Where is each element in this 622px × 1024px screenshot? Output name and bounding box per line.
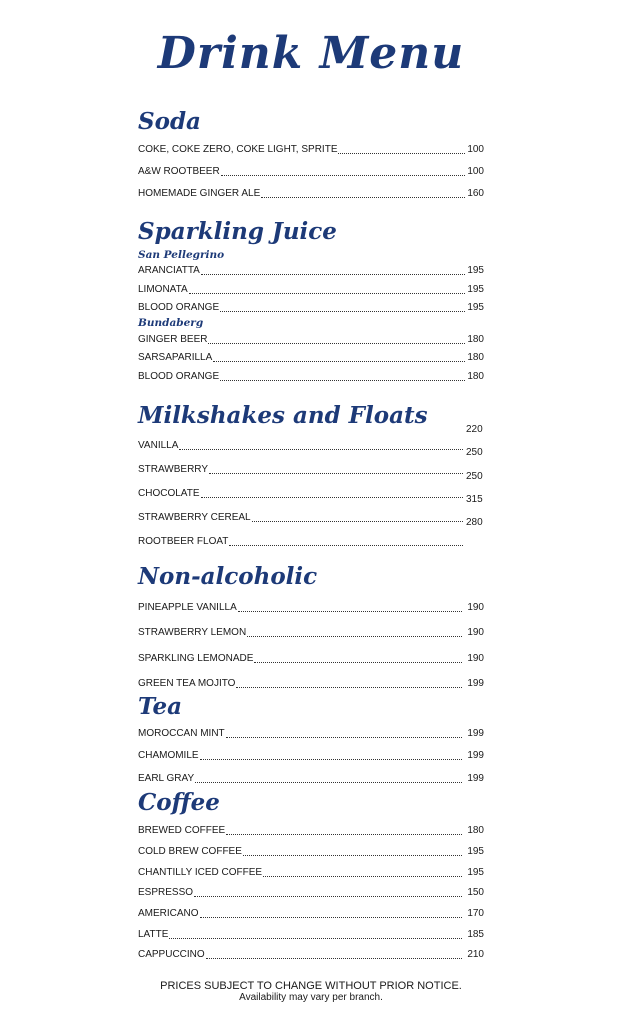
item-price: 180 bbox=[467, 825, 484, 836]
leader-dots bbox=[194, 885, 462, 897]
item-name: EARL GRAY bbox=[138, 773, 195, 784]
item-name: BREWED COFFEE bbox=[138, 825, 226, 836]
item-price: 195 bbox=[467, 867, 484, 878]
price-disclaimer: PRICES SUBJECT TO CHANGE WITHOUT PRIOR NOTICE. bbox=[160, 980, 462, 992]
leader-dots bbox=[201, 486, 464, 498]
leader-dots bbox=[338, 142, 465, 154]
item-price: 190 bbox=[467, 627, 484, 638]
leader-dots bbox=[220, 300, 465, 312]
item-price: 100 bbox=[467, 144, 484, 155]
brand-title-bundaberg: Bundaberg bbox=[138, 317, 204, 329]
item-name: COLD BREW COFFEE bbox=[138, 846, 242, 857]
item-name: SPARKLING LEMONADE bbox=[138, 653, 254, 664]
leader-dots bbox=[201, 263, 465, 275]
item-price: 190 bbox=[467, 653, 484, 664]
item-price: 160 bbox=[467, 188, 484, 199]
item-name: GINGER BEER bbox=[138, 334, 208, 345]
availability-note: Availability may vary per branch. bbox=[239, 992, 383, 1003]
item-price: 315 bbox=[466, 494, 483, 505]
item-name: ESPRESSO bbox=[138, 887, 194, 898]
leader-dots bbox=[213, 350, 465, 362]
section-title-non-alcoholic: Non-alcoholic bbox=[138, 563, 318, 590]
menu-item bbox=[138, 369, 484, 383]
menu-item bbox=[138, 438, 464, 452]
leader-dots bbox=[238, 600, 463, 612]
menu-item bbox=[138, 282, 484, 296]
item-price: 195 bbox=[467, 846, 484, 857]
leader-dots bbox=[254, 651, 462, 663]
leader-dots bbox=[169, 927, 462, 939]
item-price: 220 bbox=[466, 424, 483, 435]
item-price: 199 bbox=[467, 750, 484, 761]
menu-item bbox=[138, 676, 484, 690]
item-price: 180 bbox=[467, 334, 484, 345]
item-name: AMERICANO bbox=[138, 908, 199, 919]
menu-item bbox=[138, 510, 464, 524]
menu-item bbox=[138, 142, 484, 156]
leader-dots bbox=[263, 865, 462, 877]
item-price: 180 bbox=[467, 371, 484, 382]
item-name: SARSAPARILLA bbox=[138, 352, 213, 363]
item-name: GREEN TEA MOJITO bbox=[138, 678, 236, 689]
item-price: 199 bbox=[467, 728, 484, 739]
menu-item bbox=[138, 300, 484, 314]
leader-dots bbox=[226, 823, 462, 835]
brand-title-san-pellegrino: San Pellegrino bbox=[138, 249, 225, 261]
leader-dots bbox=[243, 844, 462, 856]
item-price: 195 bbox=[467, 302, 484, 313]
leader-dots bbox=[220, 369, 465, 381]
menu-item bbox=[138, 263, 484, 277]
item-name: STRAWBERRY bbox=[138, 464, 209, 475]
menu-item bbox=[138, 600, 484, 614]
item-price: 190 bbox=[467, 602, 484, 613]
item-name: ARANCIATTA bbox=[138, 265, 200, 276]
item-name: LATTE bbox=[138, 929, 169, 940]
section-title-tea: Tea bbox=[138, 693, 183, 720]
item-name: COKE, COKE ZERO, COKE LIGHT, SPRITE bbox=[138, 144, 338, 155]
item-price: 100 bbox=[467, 166, 484, 177]
item-price: 250 bbox=[466, 471, 483, 482]
item-name: CHANTILLY ICED COFFEE bbox=[138, 867, 263, 878]
leader-dots bbox=[179, 438, 463, 450]
section-title-sparkling-juice: Sparkling Juice bbox=[138, 218, 337, 245]
item-name: STRAWBERRY LEMON bbox=[138, 627, 247, 638]
leader-dots bbox=[247, 625, 462, 637]
menu-item bbox=[138, 534, 464, 548]
leader-dots bbox=[236, 676, 462, 688]
menu-item bbox=[138, 726, 484, 740]
item-name: LIMONATA bbox=[138, 284, 188, 295]
menu-item bbox=[138, 164, 484, 178]
leader-dots bbox=[229, 534, 463, 546]
leader-dots bbox=[209, 462, 463, 474]
menu-item bbox=[138, 332, 484, 346]
leader-dots bbox=[195, 771, 462, 783]
item-name: BLOOD ORANGE bbox=[138, 302, 220, 313]
leader-dots bbox=[252, 510, 463, 522]
item-price: 180 bbox=[467, 352, 484, 363]
menu-item bbox=[138, 748, 484, 762]
menu-item bbox=[138, 771, 484, 785]
item-price: 150 bbox=[467, 887, 484, 898]
menu-item bbox=[138, 625, 484, 639]
item-name: STRAWBERRY CEREAL bbox=[138, 512, 251, 523]
item-price: 199 bbox=[467, 773, 484, 784]
menu-item bbox=[138, 927, 484, 941]
menu-item bbox=[138, 865, 484, 879]
menu-item bbox=[138, 486, 464, 500]
leader-dots bbox=[200, 748, 463, 760]
section-title-soda: Soda bbox=[138, 108, 201, 135]
menu-item bbox=[138, 906, 484, 920]
item-price: 170 bbox=[467, 908, 484, 919]
leader-dots bbox=[206, 947, 463, 959]
item-name: CAPPUCCINO bbox=[138, 949, 205, 960]
item-name: CHAMOMILE bbox=[138, 750, 199, 761]
item-price: 210 bbox=[467, 949, 484, 960]
item-price: 280 bbox=[466, 517, 483, 528]
item-name: CHOCOLATE bbox=[138, 488, 200, 499]
leader-dots bbox=[221, 164, 465, 176]
leader-dots bbox=[226, 726, 463, 738]
menu-item bbox=[138, 186, 484, 200]
item-name: MOROCCAN MINT bbox=[138, 728, 225, 739]
leader-dots bbox=[261, 186, 465, 198]
item-name: ROOTBEER FLOAT bbox=[138, 536, 229, 547]
item-price: 250 bbox=[466, 447, 483, 458]
menu-item bbox=[138, 350, 484, 364]
menu-item bbox=[138, 885, 484, 899]
item-name: PINEAPPLE VANILLA bbox=[138, 602, 237, 613]
menu-item bbox=[138, 947, 484, 961]
item-name: A&W ROOTBEER bbox=[138, 166, 220, 177]
item-price: 195 bbox=[467, 265, 484, 276]
item-price: 199 bbox=[467, 678, 484, 689]
menu-item bbox=[138, 651, 484, 665]
menu-item bbox=[138, 823, 484, 837]
page-title: Drink Menu bbox=[157, 28, 465, 79]
menu-item bbox=[138, 462, 464, 476]
item-name: BLOOD ORANGE bbox=[138, 371, 220, 382]
section-title-milkshakes-and-floats: Milkshakes and Floats bbox=[138, 402, 428, 429]
item-name: HOMEMADE GINGER ALE bbox=[138, 188, 261, 199]
item-price: 195 bbox=[467, 284, 484, 295]
leader-dots bbox=[208, 332, 465, 344]
section-title-coffee: Coffee bbox=[138, 789, 220, 816]
item-price: 185 bbox=[467, 929, 484, 940]
leader-dots bbox=[200, 906, 463, 918]
leader-dots bbox=[189, 282, 465, 294]
item-name: VANILLA bbox=[138, 440, 179, 451]
menu-item bbox=[138, 844, 484, 858]
